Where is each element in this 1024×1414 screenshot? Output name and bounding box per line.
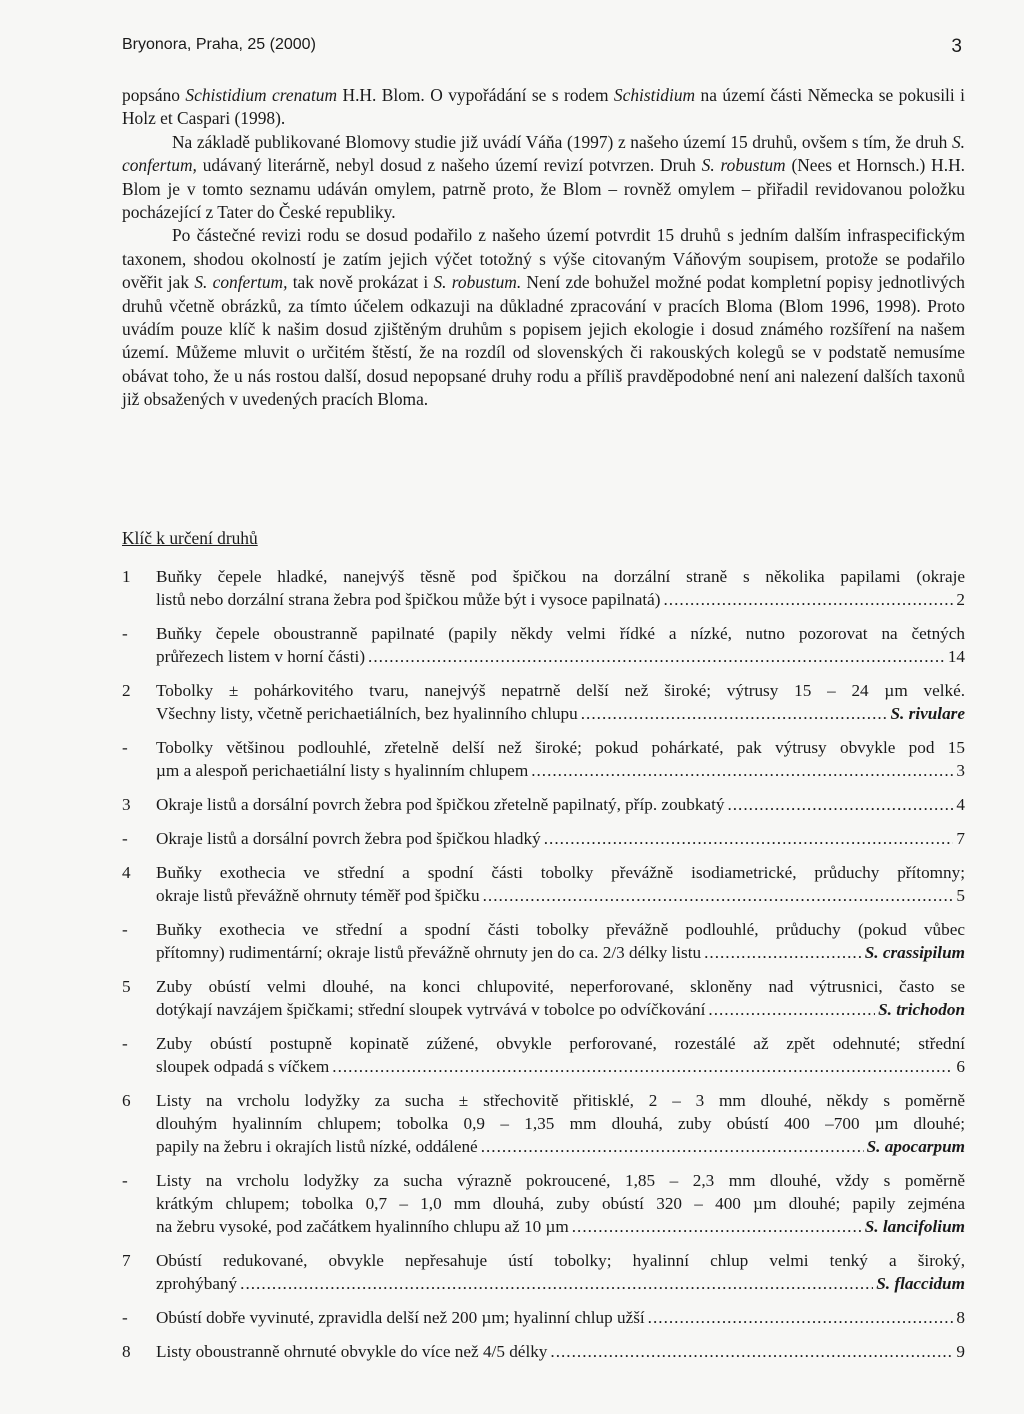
key-entry — [122, 1340, 965, 1363]
journal-citation: Bryonora, Praha, 25 (2000) — [122, 36, 316, 53]
text-run: Není zde bohužel možné podat kompletní popisy jednotlivých druhů včetně obrázků, za tímto účelem odkazuji na důkladné zpracování v pracích Bloma (Blom 1996, 1998). Proto uvádím pouze klíč k našim dosud zjištěným druhům s popisem jejich ekologie i dosud známého rozšíření na našem území. Můžeme mluvit o určitém štěstí, že na rozdíl od slovenských či rakouských kolegů se v podstatě nemusíme obávat toho, že u nás rostou další, dosud nepopsané druhy rodu a příliš pravděpodobné není ani nalezení dalších taxonů již obsažených v uvedených pracích Bloma. — [122, 272, 965, 410]
key-result-couplet: 2 — [956, 590, 965, 609]
key-entry — [122, 918, 965, 964]
paragraph — [122, 84, 965, 131]
key-entry-number: - — [122, 624, 128, 643]
leader-dots — [550, 1340, 953, 1363]
key-entry-number: 3 — [122, 795, 131, 814]
key-entry-text: na žebru vysoké, pod začátkem hyalinního chlupu až 10 µm — [156, 1217, 569, 1236]
key-entry — [122, 622, 965, 668]
text-run: tak nově prokázat i — [287, 272, 434, 293]
leader-dots — [483, 884, 954, 907]
key-entry-line: Tobolky ± pohárkovitého tvaru, nanejvýš nepatrně delší než široké; výtrusy 15 – 24 µm velké. — [156, 681, 965, 700]
key-result-species: S. crassipilum — [864, 943, 965, 962]
key-result-species: S. rivulare — [890, 704, 965, 723]
key-entry-text: zprohýbaný — [156, 1274, 238, 1293]
leader-dots — [368, 645, 945, 668]
key-entry-final-line — [156, 702, 965, 725]
leader-dots — [481, 1135, 864, 1158]
text-run: (Nees et Hornsch.) H.H. Blom je v tomto seznamu udáván omylem, patrně proto, že Blom – rovněž omylem – přiřadil revidovanou položku pocházející z Tater do České republiky. — [122, 155, 965, 223]
key-entry-final-line — [156, 827, 965, 850]
key-entry-line: Zuby obústí velmi dlouhé, na konci chlupovité, neperforované, skloněny nad výtrusnici, často se — [156, 977, 965, 996]
leader-dots — [544, 827, 954, 850]
leader-dots — [727, 793, 953, 816]
key-entry-final-line — [156, 645, 965, 668]
key-result-couplet: 8 — [956, 1308, 965, 1327]
key-entry-final-line — [156, 998, 965, 1021]
taxon-name: S. robustum. — [433, 272, 522, 293]
key-entry-text: papily na žebru i okrajích listů nízké, oddálené — [156, 1137, 478, 1156]
key-entry — [122, 793, 965, 816]
key-entry-number: - — [122, 829, 128, 848]
text-run: na území části Německa se pokusili i Holz et Caspari (1998). — [122, 85, 965, 129]
key-entry-number: - — [122, 1308, 128, 1327]
key-entry-text: přítomny) rudimentární; okraje listů převážně ohrnuty jen do ca. 2/3 délky listu — [156, 943, 702, 962]
key-entry — [122, 679, 965, 725]
identification-key — [122, 565, 965, 1374]
key-entry-line: Buňky čepele oboustranně papilnaté (papily někdy velmi řídké a nízké, nutno pozorovat na četných — [156, 624, 965, 643]
text-run: H.H. Blom. O vypořádání se s rodem — [337, 85, 614, 105]
key-entry-final-line — [156, 1306, 965, 1329]
key-entry-line: krátkým chlupem; tobolka 0,7 – 1,0 mm dlouhá, zuby obústí 320 – 400 µm dlouhé; papily zejména — [156, 1194, 965, 1213]
key-entry-text: Okraje listů a dorsální povrch žebra pod špičkou hladký — [156, 829, 541, 848]
text-run: Na základě publikované Blomovy studie již uvádí Váňa (1997) z našeho území 15 druhů, ovšem s tím, že druh — [172, 131, 952, 152]
key-entry-text: okraje listů převážně ohrnuty téměř pod špičku — [156, 886, 480, 905]
key-entry-number: 6 — [122, 1091, 131, 1110]
key-result-couplet: 14 — [947, 647, 965, 666]
taxon-name: Schistidium crenatum — [185, 85, 338, 105]
leader-dots — [531, 759, 953, 782]
key-entry-line: Buňky exothecia ve střední a spodní části tobolky převážně isodiametrické, průduchy přítomny; — [156, 863, 965, 882]
key-entry-line: Obústí redukované, obvykle nepřesahuje ústí tobolky; hyalinní chlup velmi tenký a široký, — [156, 1251, 965, 1270]
key-entry-number: 2 — [122, 681, 131, 700]
key-entry — [122, 861, 965, 907]
key-entry-line: Zuby obústí postupně kopinatě zúžené, obvykle perforované, rozestálé až zpět odehnuté; střední — [156, 1034, 965, 1053]
key-entry-final-line — [156, 1055, 965, 1078]
body-text — [122, 84, 965, 412]
key-entry-text: Okraje listů a dorsální povrch žebra pod špičkou zřetelně papilnatý, příp. zoubkatý — [156, 795, 725, 814]
key-entry — [122, 975, 965, 1021]
key-entry-line: dlouhým hyalinním chlupem; tobolka 0,9 – 1,35 mm dlouhá, zuby obústí 400 –700 µm dlouhé; — [156, 1114, 965, 1133]
key-result-couplet: 3 — [956, 761, 965, 780]
key-result-species: S. apocarpum — [866, 1137, 965, 1156]
key-entry-number: - — [122, 920, 128, 939]
key-result-couplet: 4 — [956, 795, 965, 814]
key-entry-number: 1 — [122, 567, 131, 586]
key-result-couplet: 6 — [956, 1057, 965, 1076]
leader-dots — [704, 941, 862, 964]
text-run: Po částečné revizi rodu se dosud podařilo z našeho území potvrdit 15 druhů s jedním dalším infraspecifickým taxonem, shodou okolností je zatím jejich výčet totožný s výše citovaným Váňovým soupisem, protože se podařilo ověřit jak — [122, 225, 965, 293]
key-entry-final-line — [156, 1340, 965, 1363]
leader-dots — [332, 1055, 953, 1078]
text-run: udávaný literárně, nebyl dosud z našeho území revizí potvrzen. Druh — [196, 155, 702, 176]
key-entry-line: Listy na vrcholu lodyžky za sucha výrazně pokroucené, 1,85 – 2,3 mm dlouhé, vždy s poměrně — [156, 1171, 965, 1190]
key-entry — [122, 827, 965, 850]
key-entry-number: - — [122, 738, 128, 757]
key-result-species: S. flaccidum — [876, 1274, 965, 1293]
key-entry — [122, 1032, 965, 1078]
leader-dots — [648, 1306, 954, 1329]
key-entry — [122, 736, 965, 782]
taxon-name: S. confertum, — [122, 131, 965, 176]
key-entry-final-line — [156, 1215, 965, 1238]
key-entry-final-line — [156, 588, 965, 611]
leader-dots — [240, 1272, 873, 1295]
key-entry-number: - — [122, 1171, 128, 1190]
key-entry-text: Listy oboustranně ohrnuté obvykle do více než 4/5 délky — [156, 1342, 548, 1361]
key-result-couplet: 7 — [956, 829, 965, 848]
key-entry-final-line — [156, 759, 965, 782]
leader-dots — [572, 1215, 862, 1238]
leader-dots — [708, 998, 875, 1021]
key-entry — [122, 1089, 965, 1158]
key-entry — [122, 1169, 965, 1238]
key-entry-text: µm a alespoň perichaetiální listy s hyalinním chlupem — [156, 761, 529, 780]
taxon-name: S. confertum, — [194, 272, 288, 293]
key-entry-final-line — [156, 1272, 965, 1295]
key-entry-final-line — [156, 1135, 965, 1158]
key-heading: Klíč k určení druhů — [122, 528, 258, 548]
key-entry — [122, 565, 965, 611]
key-entry-text: Obústí dobře vyvinuté, zpravidla delší než 200 µm; hyalinní chlup užší — [156, 1308, 645, 1327]
text-run: popsáno — [122, 85, 186, 105]
key-entry-line: Tobolky většinou podlouhlé, zřetelně delší než široké; pokud pohárkaté, pak výtrusy obvykle pod 15 — [156, 738, 965, 757]
key-entry-final-line — [156, 884, 965, 907]
leader-dots — [581, 702, 888, 725]
key-entry-line: Buňky čepele hladké, nanejvýš těsně pod špičkou na dorzální straně s několika papilami (okraje — [156, 567, 965, 586]
key-entry-number: 4 — [122, 863, 131, 882]
taxon-name: S. robustum — [701, 155, 786, 176]
key-entry-line: Listy na vrcholu lodyžky za sucha ± střechovitě přitisklé, 2 – 3 mm dlouhé, někdy s poměrně — [156, 1091, 965, 1110]
key-entry-text: sloupek odpadá s víčkem — [156, 1057, 330, 1076]
key-entry-final-line — [156, 793, 965, 816]
key-entry — [122, 1306, 965, 1329]
key-entry-text: dotýkají navzájem špičkami; střední sloupek vytrvává v tobolce po odvíčkování — [156, 1000, 706, 1019]
key-entry-final-line — [156, 941, 965, 964]
key-result-couplet: 9 — [956, 1342, 965, 1361]
taxon-name: Schistidium — [613, 85, 696, 105]
key-result-couplet: 5 — [956, 886, 965, 905]
key-entry-text: Všechny listy, včetně perichaetiálních, bez hyalinního chlupu — [156, 704, 578, 723]
key-entry-number: 7 — [122, 1251, 131, 1270]
key-entry-number: - — [122, 1034, 128, 1053]
key-entry-number: 5 — [122, 977, 131, 996]
key-entry-number: 8 — [122, 1342, 131, 1361]
key-result-species: S. lancifolium — [864, 1217, 965, 1236]
running-header — [122, 36, 962, 57]
leader-dots — [664, 588, 954, 611]
key-result-species: S. trichodon — [878, 1000, 965, 1019]
key-entry — [122, 1249, 965, 1295]
paragraph — [122, 131, 965, 225]
page-number: 3 — [951, 36, 962, 57]
key-entry-text: listů nebo dorzální strana žebra pod špičkou může být i vysoce papilnatá) — [156, 590, 661, 609]
key-entry-text: průřezech listem v horní části) — [156, 647, 366, 666]
paragraph — [122, 224, 965, 411]
key-entry-line: Buňky exothecia ve střední a spodní části tobolky převážně podlouhlé, průduchy (pokud vůbec — [156, 920, 965, 939]
